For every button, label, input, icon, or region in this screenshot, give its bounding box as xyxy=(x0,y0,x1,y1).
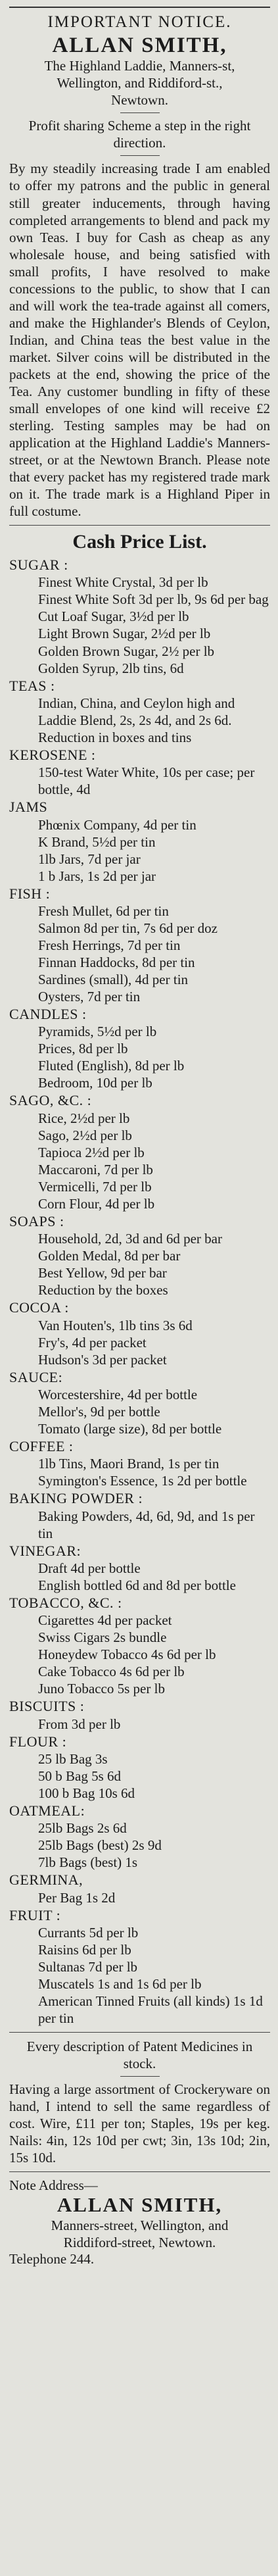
footer-address-line-1: Manners-street, Wellington, and xyxy=(51,2217,229,2233)
price-item: 25 lb Bag 3s xyxy=(38,1751,108,1768)
price-list xyxy=(9,556,270,2027)
price-category: CANDLES : xyxy=(9,1006,87,1023)
price-item: Phœnix Company, 4d per tin xyxy=(38,816,197,833)
price-item: Sardines (small), 4d per tin xyxy=(38,972,189,988)
telephone-number: Telephone 244. xyxy=(9,2251,95,2267)
price-item: Fresh Herrings, 7d per tin xyxy=(38,937,181,953)
price-category: OATMEAL: xyxy=(9,1802,85,1820)
price-item: Raisins 6d per lb xyxy=(38,1942,131,1958)
price-item: Pyramids, 5½d per lb xyxy=(38,1024,157,1040)
address-line-2: Wellington, and Riddiford-st., xyxy=(57,74,223,91)
price-category: BISCUITS : xyxy=(9,1698,85,1715)
price-item: Fresh Mullet, 6d per tin xyxy=(38,903,169,919)
price-item: Golden Syrup, 2lb tins, 6d xyxy=(38,660,184,676)
price-item: Cake Tobacco 4s 6d per lb xyxy=(38,1664,185,1680)
price-category: COCOA : xyxy=(9,1299,69,1316)
price-item: Cut Loaf Sugar, 3½d per lb xyxy=(38,608,189,625)
price-item: Juno Tobacco 5s per lb xyxy=(38,1681,165,1697)
price-item: Vermicelli, 7d per lb xyxy=(38,1178,152,1195)
address-line-1: The Highland Laddie, Manners-st, xyxy=(44,57,235,74)
divider xyxy=(120,155,160,156)
price-item: Mellor's, 9d per bottle xyxy=(38,1403,160,1420)
price-category: GERMINA, xyxy=(9,1871,83,1889)
divider xyxy=(9,2171,270,2172)
price-item: Van Houten's, 1lb tins 3s 6d xyxy=(38,1317,193,1333)
price-item: Indian, China, and Ceylon high and Laddie Blend, 2s, 2s 4d, and 2s 6d. Reduction in boxes and tins xyxy=(38,695,235,745)
price-item: Best Yellow, 9d per bar xyxy=(38,1265,167,1281)
price-item: Baking Powders, 4d, 6d, 9d, and 1s per tin xyxy=(38,1508,255,1541)
price-category: JAMS xyxy=(9,799,48,816)
price-list-title: Cash Price List. xyxy=(72,531,207,553)
intro-paragraph: By my steadily increasing trade I am enabled to offer my patrons and the public in general still greater inducements, through having completed arrangements to blend and pack my own Teas. I buy for Cash as cheap as any wholesale house, and being satisfied with small profits, I have resolved to make concessions to the public, to show that I can and will work the tea-trade against all comers, and make the Highlander's Blends of Ceylon, Indian, and China teas the best value in the market. Silver coins will be distributed in the packets at the end, showing the price of the Tea. Any customer bundling in fifty of these small envelopes of one kind will receive £2 sterling. Testing samples may be had on application at the Highland Laddie's Manners-street, or at the Newtown Branch. Please note that every packet has my registered trade mark on it. The trade mark is a Highland Piper in full costume. xyxy=(9,161,270,520)
price-item: Tapioca 2½d per lb xyxy=(38,1144,145,1160)
price-item: Per Bag 1s 2d xyxy=(38,1889,116,1906)
price-item: Fluted (English), 8d per lb xyxy=(38,1058,185,1074)
price-item: Sago, 2½d per lb xyxy=(38,1127,132,1143)
price-category: COFFEE : xyxy=(9,1438,74,1455)
price-item: American Tinned Fruits (all kinds) 1s 1d per tin xyxy=(38,1993,263,2027)
note-address-label: Note Address— xyxy=(9,2177,98,2194)
price-item: English bottled 6d and 8d per bottle xyxy=(38,1577,236,1593)
price-item: Hudson's 3d per packet xyxy=(38,1351,167,1368)
divider xyxy=(9,525,270,526)
price-item: 1lb Jars, 7d per jar xyxy=(38,851,141,867)
price-item: Golden Medal, 8d per bar xyxy=(38,1248,181,1264)
price-item: Finest White Crystal, 3d per lb xyxy=(38,574,208,591)
price-category: FLOUR : xyxy=(9,1733,67,1750)
price-item: Prices, 8d per lb xyxy=(38,1041,128,1057)
price-category: TEAS : xyxy=(9,677,55,694)
address-line-3: Newtown. xyxy=(111,92,168,109)
price-item: Worcestershire, 4d per bottle xyxy=(38,1386,198,1402)
price-item: Cigarettes 4d per packet xyxy=(38,1612,172,1629)
price-item: From 3d per lb xyxy=(38,1716,121,1732)
profit-sharing-line: Profit sharing Scheme a step in the right direction. xyxy=(28,118,251,151)
price-item: Rice, 2½d per lb xyxy=(38,1110,130,1126)
price-item: Salmon 8d per tin, 7s 6d per doz xyxy=(38,920,218,936)
price-item: Reduction by the boxes xyxy=(38,1282,168,1299)
price-category: SAGO, &C. : xyxy=(9,1092,92,1109)
price-item: Swiss Cigars 2s bundle xyxy=(38,1629,167,1646)
notice-heading: IMPORTANT NOTICE. xyxy=(47,13,232,31)
price-category: TOBACCO, &C. : xyxy=(9,1595,122,1612)
price-item: Maccaroni, 7d per lb xyxy=(38,1161,153,1177)
price-item: 25lb Bags (best) 2s 9d xyxy=(38,1837,162,1854)
price-item: Sultanas 7d per lb xyxy=(38,1959,138,1975)
price-item: Finest White Soft 3d per lb, 9s 6d per bag xyxy=(38,591,269,608)
price-item: 100 b Bag 10s 6d xyxy=(38,1785,135,1802)
footer-business-name: ALLAN SMITH, xyxy=(57,2193,223,2217)
price-category: SOAPS : xyxy=(9,1212,64,1229)
price-item: Symington's Essence, 1s 2d per bottle xyxy=(38,1473,247,1489)
price-item: 1lb Tins, Maori Brand, 1s per tin xyxy=(38,1456,220,1472)
price-item: Oysters, 7d per tin xyxy=(38,989,141,1005)
price-item: Honeydew Tobacco 4s 6d per lb xyxy=(38,1647,216,1663)
price-item: Tomato (large size), 8d per bottle xyxy=(38,1421,222,1437)
footer-address-line-2: Riddiford-street, Newtown. xyxy=(63,2234,216,2250)
top-rule xyxy=(9,7,270,8)
price-item: Draft 4d per bottle xyxy=(38,1560,141,1576)
price-category: KEROSENE : xyxy=(9,746,96,763)
price-item: Currants 5d per lb xyxy=(38,1925,139,1941)
price-item: Muscatels 1s and 1s 6d per lb xyxy=(38,1976,202,1993)
price-item: 25lb Bags 2s 6d xyxy=(38,1820,127,1837)
price-category: FRUIT : xyxy=(9,1906,61,1923)
price-item: Household, 2d, 3d and 6d per bar xyxy=(38,1231,222,1247)
price-category: VINEGAR: xyxy=(9,1542,81,1559)
divider xyxy=(120,112,160,113)
price-item: Bedroom, 10d per lb xyxy=(38,1075,152,1091)
business-name: ALLAN SMITH, xyxy=(52,34,227,57)
price-item: Corn Flour, 4d per lb xyxy=(38,1195,155,1212)
price-category: FISH : xyxy=(9,885,51,902)
divider xyxy=(9,2032,270,2033)
price-item: Finnan Haddocks, 8d per tin xyxy=(38,954,195,970)
price-item: Golden Brown Sugar, 2½ per lb xyxy=(38,643,215,659)
price-category: BAKING POWDER : xyxy=(9,1490,143,1507)
price-item: 7lb Bags (best) 1s xyxy=(38,1854,138,1871)
crockery-paragraph: Having a large assortment of Crockeryware on hand, I intend to sell the same regardless of cost. Wire, £11 per ton; Staples, 19s per keg. Nails: 4in, 12s 10d per cwt; 3in, 13s 10d; 2in, 15s 10d. xyxy=(9,2081,270,2166)
price-item: Fry's, 4d per packet xyxy=(38,1334,147,1350)
price-item: 50 b Bag 5s 6d xyxy=(38,1768,121,1785)
price-item: K Brand, 5½d per tin xyxy=(38,833,156,850)
price-item: 1 b Jars, 1s 2d per jar xyxy=(38,868,156,884)
price-item: Light Brown Sugar, 2½d per lb xyxy=(38,626,211,642)
patent-medicines-line: Every description of Patent Medicines in stock. xyxy=(26,2039,253,2072)
divider xyxy=(120,2076,160,2077)
price-category: SAUCE: xyxy=(9,1368,63,1385)
price-category: SUGAR : xyxy=(9,557,68,574)
price-item: 150-test Water White, 10s per case; per bottle, 4d xyxy=(38,764,255,798)
